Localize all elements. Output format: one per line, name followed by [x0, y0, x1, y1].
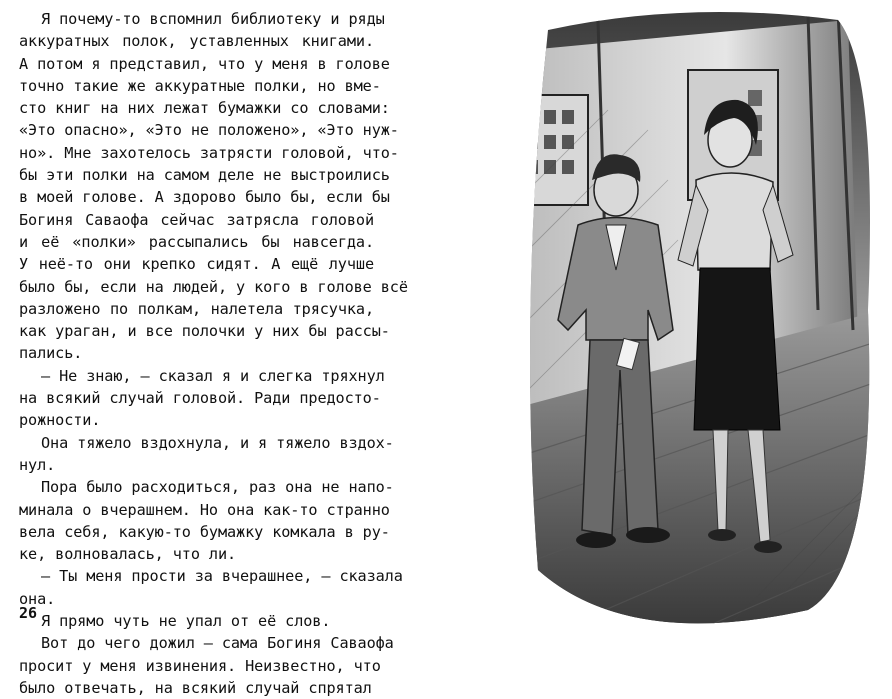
text-line: в моей голове. А здорово было бы, если бы [19, 188, 390, 207]
text-line: было бы, если на людей, у кого в голове всё [19, 277, 408, 296]
text-line: вела себя, какую-то бумажку комкала в ру- [19, 522, 390, 541]
text-line: минала о вчерашнем. Но она как-то странно [19, 500, 390, 519]
text-line: аккуратных полок, уставленных книгами. [19, 32, 374, 51]
text-line: Пора было расходиться, раз она не напо- [41, 478, 394, 497]
text-line: «Это опасно», «Это не положено», «Это нуж- [19, 121, 399, 140]
body-text-column [19, 8, 408, 699]
text-line: но». Мне захотелось затрясти головой, что- [19, 143, 399, 162]
text-line: и её «полки» рассыпались бы навсегда. [19, 232, 374, 251]
text-line: У неё-то они крепко сидят. А ещё лучше [19, 255, 374, 274]
text-line: ке, волновалась, что ли. [19, 545, 237, 564]
text-line: Я почему-то вспомнил библиотеку и ряды [41, 10, 385, 28]
text-line: нул. [19, 455, 56, 474]
text-line: – Не знаю, – сказал я и слегка тряхнул [41, 366, 385, 385]
text-line: сто книг на них лежат бумажки со словами: [19, 99, 390, 118]
page-number: 26 [19, 604, 38, 622]
text-line: Она тяжело вздохнула, и я тяжело вздох- [41, 433, 394, 452]
text-line: – Ты меня прости за вчерашнее, – сказала [41, 567, 403, 586]
text-line: пались. [19, 344, 83, 363]
text-line: Я прямо чуть не упал от её слов. [41, 612, 331, 631]
illustration-drawing [508, 10, 882, 626]
text-line: Вот до чего дожил – сама Богиня Саваофа [41, 634, 394, 653]
scene [508, 10, 882, 626]
text-line: бы эти полки на самом деле не выстроились [19, 166, 390, 185]
text-line: Богиня Саваофа сейчас затрясла головой [19, 210, 374, 229]
text-line: просит у меня извинения. Неизвестно, что [19, 656, 381, 675]
text-line: было отвечать, на всякий случай спрятал [19, 678, 372, 697]
text-line: на всякий случай головой. Ради предосто- [19, 389, 381, 408]
illustration-boy-and-teacher-in-corridor [508, 10, 882, 626]
text-line: А потом я представил, что у меня в голове [19, 54, 390, 73]
text-line: рожности. [19, 411, 101, 430]
text-line: как ураган, и все полочки у них бы рассы- [19, 322, 390, 341]
text-line: разложено по полкам, налетела трясучка, [19, 299, 374, 318]
text-line: точно такие же аккуратные полки, но вме- [19, 76, 381, 95]
text-line: она. [19, 589, 56, 608]
